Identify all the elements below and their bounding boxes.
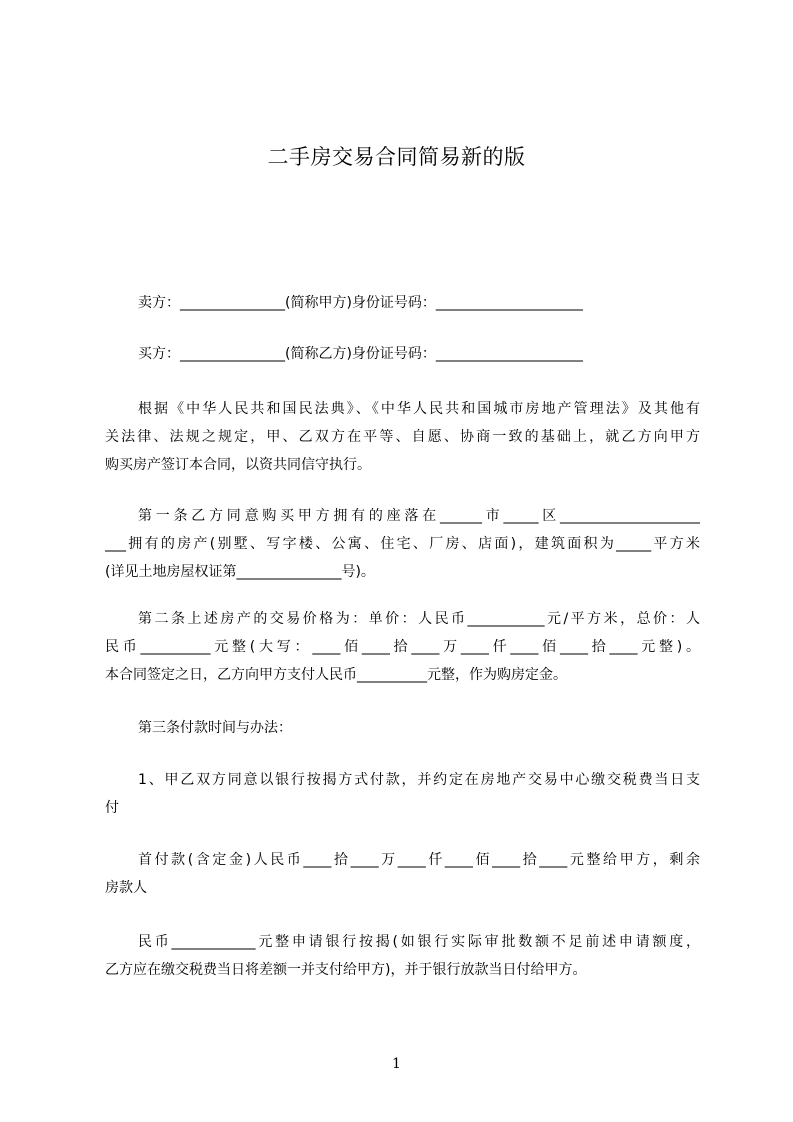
article-1-line-3: (详见土地房屋权证第_______________号)。 <box>105 564 375 580</box>
buyer-line: 买方：_______________(简称乙方)身份证号码：_____________________ <box>138 346 583 362</box>
down-payment-line-1: 首付款(含定金)人民币____拾____万____仟____佰____拾____元整给甲方，剩余 <box>138 852 700 868</box>
clause-1-line-1: 1、甲乙双方同意以银行按揭方式付款，并约定在房地产交易中心缴交税费当日支 <box>138 772 700 788</box>
down-payment-line-2: 房款人 <box>105 880 147 896</box>
seller-line-block <box>105 289 700 317</box>
preamble-line-1: 根据《中华人民共和国民法典》、《中华人民共和国城市房地产管理法》及其他有 <box>138 401 700 417</box>
article-2-line-2: 民币__________元整(大写：____佰____拾____万____仟____佰____拾____元整)。 <box>105 639 700 655</box>
down-payment-paragraph <box>105 846 700 902</box>
buyer-line-block <box>105 340 700 368</box>
article-2-line-1: 第二条上述房产的交易价格为：单价：人民币___________元/平方米，总价：人 <box>138 611 700 627</box>
preamble-line-2: 关法律、法规之规定，甲、乙双方在平等、自愿、协商一致的基础上，就乙方向甲方 <box>105 429 700 445</box>
article-1-paragraph <box>105 502 700 586</box>
loan-paragraph <box>105 928 700 984</box>
page-number: 1 <box>392 1056 401 1072</box>
article-3-heading: 第三条付款时间与办法： <box>138 720 292 736</box>
article-2-line-3: 本合同签定之日，乙方向甲方支付人民币__________元整，作为购房定金。 <box>105 667 567 683</box>
article-1-line-2: ___拥有的房产(别墅、写字楼、公寓、住宅、厂房、店面)，建筑面积为_____平方米 <box>105 536 700 552</box>
loan-line-1: 民币____________元整申请银行按揭(如银行实际审批数额不足前述申请额度， <box>138 934 700 950</box>
clause-1-line-2: 付 <box>105 800 119 816</box>
loan-line-2: 乙方应在缴交税费当日将差额一并支付给甲方)，并于银行放款当日付给甲方。 <box>105 962 587 978</box>
document-title: 二手房交易合同简易新的版 <box>267 145 526 169</box>
seller-line: 卖方：_______________(简称甲方)身份证号码：_____________________ <box>138 295 583 311</box>
article-1-line-1: 第一条乙方同意购买甲方拥有的座落在______市_____区____________________ <box>138 508 700 524</box>
preamble-paragraph <box>105 395 700 479</box>
article-3-heading-block <box>105 714 700 742</box>
article-2-paragraph <box>105 605 700 689</box>
clause-1-paragraph <box>105 766 700 822</box>
preamble-line-3: 购买房产签订本合同，以资共同信守执行。 <box>105 457 371 473</box>
